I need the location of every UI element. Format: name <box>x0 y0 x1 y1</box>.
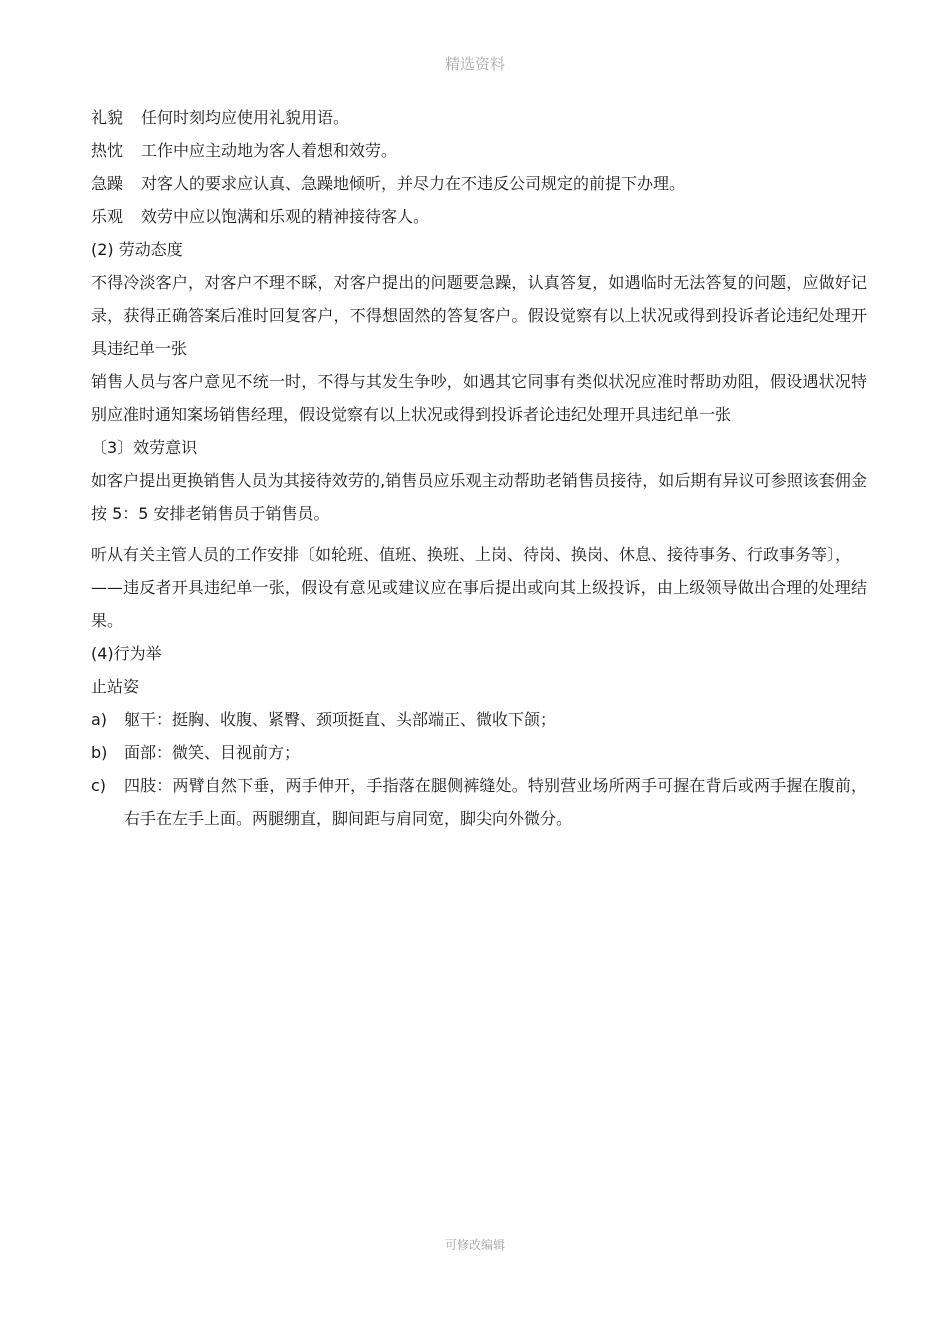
section-heading-labor-attitude: (2) 劳动态度 <box>91 240 183 259</box>
term-label: 热忱 <box>91 141 124 160</box>
term-label: 急躁 <box>91 174 124 193</box>
term-description: 工作中应主动地为客人着想和效劳。 <box>141 141 398 160</box>
list-item <box>91 769 867 835</box>
list-text: 四肢：两臂自然下垂，两手伸开，手指落在腿侧裤缝处。特别营业场所两手可握在背后或两手握在腹前，右手在左手上面。两腿绷直，脚间距与肩同宽，脚尖向外微分。 <box>124 776 867 828</box>
header-watermark: 精选资料 <box>444 55 505 73</box>
list-item <box>91 703 867 736</box>
paragraph-customer-service: 不得冷淡客户，对客户不理不睬，对客户提出的问题要急躁，认真答复，如遇临时无法答复的问题，应做好记录，获得正确答案后准时回复客户，不得想固然的答复客户。假设觉察有以上状况或得到投诉者论违纪处理开具违纪单一张 <box>91 273 867 358</box>
document-body <box>91 101 867 835</box>
attitude-term-line <box>91 134 867 167</box>
paragraph-disagreement: 销售人员与客户意见不统一时，不得与其发生争吵，如遇其它同事有类似状况应准时帮助劝阻，假设遇状况特别应准时通知案场销售经理，假设觉察有以上状况或得到投诉者论违纪处理开具违纪单一张 <box>91 372 867 424</box>
paragraph-sales-change: 如客户提出更换销售人员为其接待效劳的,销售员应乐观主动帮助老销售员接待，如后期有异议可参照该套佣金按 5：5 安排老销售员于销售员。 <box>91 471 867 523</box>
list-text: 躯干：挺胸、收腹、紧臀、颈项挺直、头部端正、微收下颌； <box>124 710 557 729</box>
attitude-term-line <box>91 167 867 200</box>
term-description: 对客人的要求应认真、急躁地倾听，并尽力在不违反公司规定的前提下办理。 <box>141 174 686 193</box>
paragraph-obey-line1: 听从有关主管人员的工作安排〔如轮班、值班、换班、上岗、待岗、换岗、休息、接待事务、行政事务等〕， <box>91 545 852 564</box>
list-marker: c) <box>91 776 107 795</box>
list-marker: a) <box>91 710 108 729</box>
section-heading-behavior: (4)行为举 <box>91 644 162 663</box>
attitude-term-line <box>91 101 867 134</box>
subheading-standing-posture: 止站姿 <box>91 677 140 696</box>
term-label: 礼貌 <box>91 108 124 127</box>
paragraph-violation: ——违反者开具违纪单一张，假设有意见或建议应在事后提出或向其上级投诉，由上级领导做出合理的处理结果。 <box>91 578 867 630</box>
list-text: 面部：微笑、目视前方； <box>124 743 301 762</box>
section-heading-service-awareness: 〔3〕效劳意识 <box>91 438 198 457</box>
term-description: 任何时刻均应使用礼貌用语。 <box>141 108 350 127</box>
term-description: 效劳中应以饱满和乐观的精神接待客人。 <box>141 207 430 226</box>
footer-watermark: 可修改编辑 <box>444 1238 505 1252</box>
list-marker: b) <box>91 743 108 762</box>
list-item <box>91 736 867 769</box>
attitude-term-line <box>91 200 867 233</box>
term-label: 乐观 <box>91 207 124 226</box>
